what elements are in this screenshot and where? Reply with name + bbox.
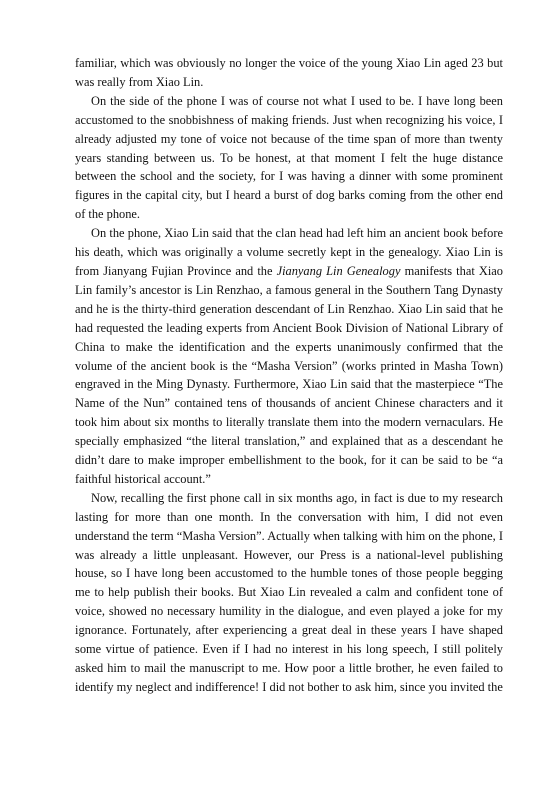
book-title-italic: Jianyang Lin Genealogy xyxy=(276,263,401,278)
paragraph-text: manifests that Xiao Lin family’s ancestor is Lin Renzhao, a famous general in the Southern Tang Dynasty and he is the thirty-third generation descendant of Lin Renzhao. Xiao Lin said that he had requested the leading experts from Ancient Book Division of National Library of China to make the identification and the experts unanimously confirmed that the volume of the ancient book is the “Masha Version” (works printed in Masha Town) engraved in the Ming Dynasty. Furthermore, Xiao Lin said that the masterpiece “The Name of the Nun” contained tens of thousands of ancient Chinese characters and it took him about six months to literally translate them into the modern vernaculars. He specially emphasized “the literal translation,” and explained that as a descendant he didn’t dare to make improper embellishment to the book, for it can be said to be “a faithful historical account.” xyxy=(75,263,503,486)
paragraph-continuation: familiar, which was obviously no longer the voice of the young Xiao Lin aged 23 but was really from Xiao Lin. xyxy=(75,56,503,89)
paragraph-text: On the phone, Xiao Lin said that the clan head had left him an ancient book before his death, which was originally a volume secretly kept in the genealogy. Xiao Lin is from Jianyang Fujian Province and the xyxy=(75,226,503,278)
paragraph-phone-side: On the side of the phone I was of course not what I used to be. I have long been accustomed to the snobbishness of making friends. Just when recognizing his voice, I already adjusted my tone of voice not because of the time span of more than twenty years standing between us. To be honest, at that moment I felt the huge distance between the school and the society, for I was having a dinner with some prominent figures in the capital city, but I heard a burst of dog barks coming from the other end of the phone. xyxy=(75,93,503,222)
page-body xyxy=(75,54,503,697)
paragraph-first-call: Now, recalling the first phone call in six months ago, in fact is due to my research lasting for more than one month. In the conversation with him, I did not even understand the term “Masha Version”. Actually when talking with him on the phone, I was already a little unpleasant. However, our Press is a national-level publishing house, so I have long been accustomed to the humble tones of those people begging me to help publish their books. But Xiao Lin revealed a calm and confident tone of voice, showed no necessary humility in the dialogue, and even played a joke for my ignorance. Fortunately, after experiencing a great deal in these years I have shaped some virtue of patience. Even if I had no interest in his long speech, I still politely asked him to mail the manuscript to me. How poor a little brother, he even failed to identify my neglect and indifference! I did not bother to ask him, since you invited the xyxy=(75,490,503,694)
paragraph-ancient-book xyxy=(75,224,503,489)
